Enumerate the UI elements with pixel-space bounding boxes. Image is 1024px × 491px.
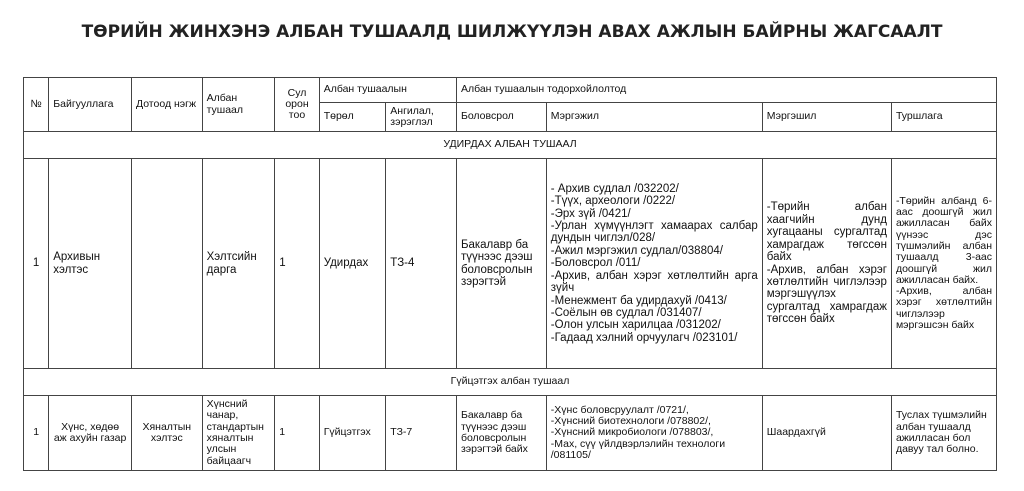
row-unit [131, 159, 202, 369]
table-row [24, 159, 997, 369]
row-vacancies: 1 [275, 396, 319, 471]
row-position: Хэлтсийн дарга [202, 159, 275, 369]
row-type: Удирдах [319, 159, 386, 369]
header-num: № [24, 78, 49, 132]
row-profession: - Архив судлал /032202/ -Түүх, археологи /0222/ -Эрх зүй /0421/ -Урлан хүмүүнлэгт хамаарах салбар дундын чиглэл/028/ -Ажил мэргэжил судлал/038804/ -Боловсрол /011/ -Архив, албан хэрэг хөтлөлтийн арга зүйч -Менежмент ба удирдахуй /0413/ -Соёлын өв судлал /031407/ -Олон улсын харилцаа /031202/ -Гадаад хэлний орчуулагч /023101/ [546, 159, 762, 369]
header-row [24, 78, 997, 103]
section-label: Гүйцэтгэх албан тушаал [24, 369, 997, 396]
row-education: Бакалавр ба түүнээс дээш боловсролын зэрэгтэй [456, 159, 546, 369]
row-education: Бакалавр ба түүнээс дээш боловсролын зэрэгтэй байх [456, 396, 546, 471]
row-profession: -Хүнс боловсруулалт /0721/, -Хүнсний биотехнологи /078802/, -Хүнсний микробиологи /078803/, -Мах, сүү үйлдвэрлэлийн технологи /081105/ [546, 396, 762, 471]
header-experience: Туршлага [891, 103, 996, 132]
header-position-group: Албан тушаалын [319, 78, 456, 103]
row-position: Хүнсний чанар, стандартын хяналтын улсын байцаагч [202, 396, 275, 471]
header-vacancies: Сул орон тоо [275, 78, 319, 132]
section-label: УДИРДАХ АЛБАН ТУШААЛ [24, 132, 997, 159]
table-row [24, 396, 997, 471]
header-unit: Дотоод нэгж [131, 78, 202, 132]
row-skills: Шаардахгүй [762, 396, 891, 471]
section-row-executive [24, 369, 997, 396]
header-type: Төрөл [319, 103, 386, 132]
header-rank: Ангилал, зэрэглэл [386, 103, 457, 132]
header-profession: Мэргэжил [546, 103, 762, 132]
row-num: 1 [24, 159, 49, 369]
header-org: Байгууллага [49, 78, 132, 132]
row-num: 1 [24, 396, 49, 471]
row-rank: ТЗ-7 [386, 396, 457, 471]
row-org: Архивын хэлтэс [49, 159, 132, 369]
header-details-group: Албан тушаалын тодорхойлолтод [456, 78, 996, 103]
row-vacancies: 1 [275, 159, 319, 369]
header-skills: Мэргэшил [762, 103, 891, 132]
page-title: ТӨРИЙН ЖИНХЭНЭ АЛБАН ТУШААЛД ШИЛЖҮҮЛЭН АВАХ АЖЛЫН БАЙРНЫ ЖАГСААЛТ [81, 22, 943, 42]
header-position: Албан тушаал [202, 78, 275, 132]
section-row-management [24, 132, 997, 159]
row-type: Гүйцэтгэх [319, 396, 386, 471]
row-unit: Хяналтын хэлтэс [131, 396, 202, 471]
vacancy-table [23, 77, 997, 471]
row-experience: -Төрийн албанд 6-аас доошгүй жил ажилласан байх үүнээс дэс түшмэлийн албан тушаалд 3-аас доошгүй жил ажилласан байх. -Архив, албан хэрэг хөтлөлтийн чиглэлээр мэргэшсэн байх [891, 159, 996, 369]
row-skills: -Төрийн албан хаагчийн дунд хугацааны сургалтад хамрагдаж төгссөн байх -Архив, албан хэрэг хөтлөлтийн чиглэлээр мэргэшүүлэх сургалтад хамрагдаж төгссөн байх [762, 159, 891, 369]
row-org: Хүнс, хөдөө аж ахуйн газар [49, 396, 132, 471]
row-rank: ТЗ-4 [386, 159, 457, 369]
header-education: Боловсрол [456, 103, 546, 132]
row-experience: Туслах түшмэлийн албан тушаалд ажилласан бол давуу тал болно. [891, 396, 996, 471]
